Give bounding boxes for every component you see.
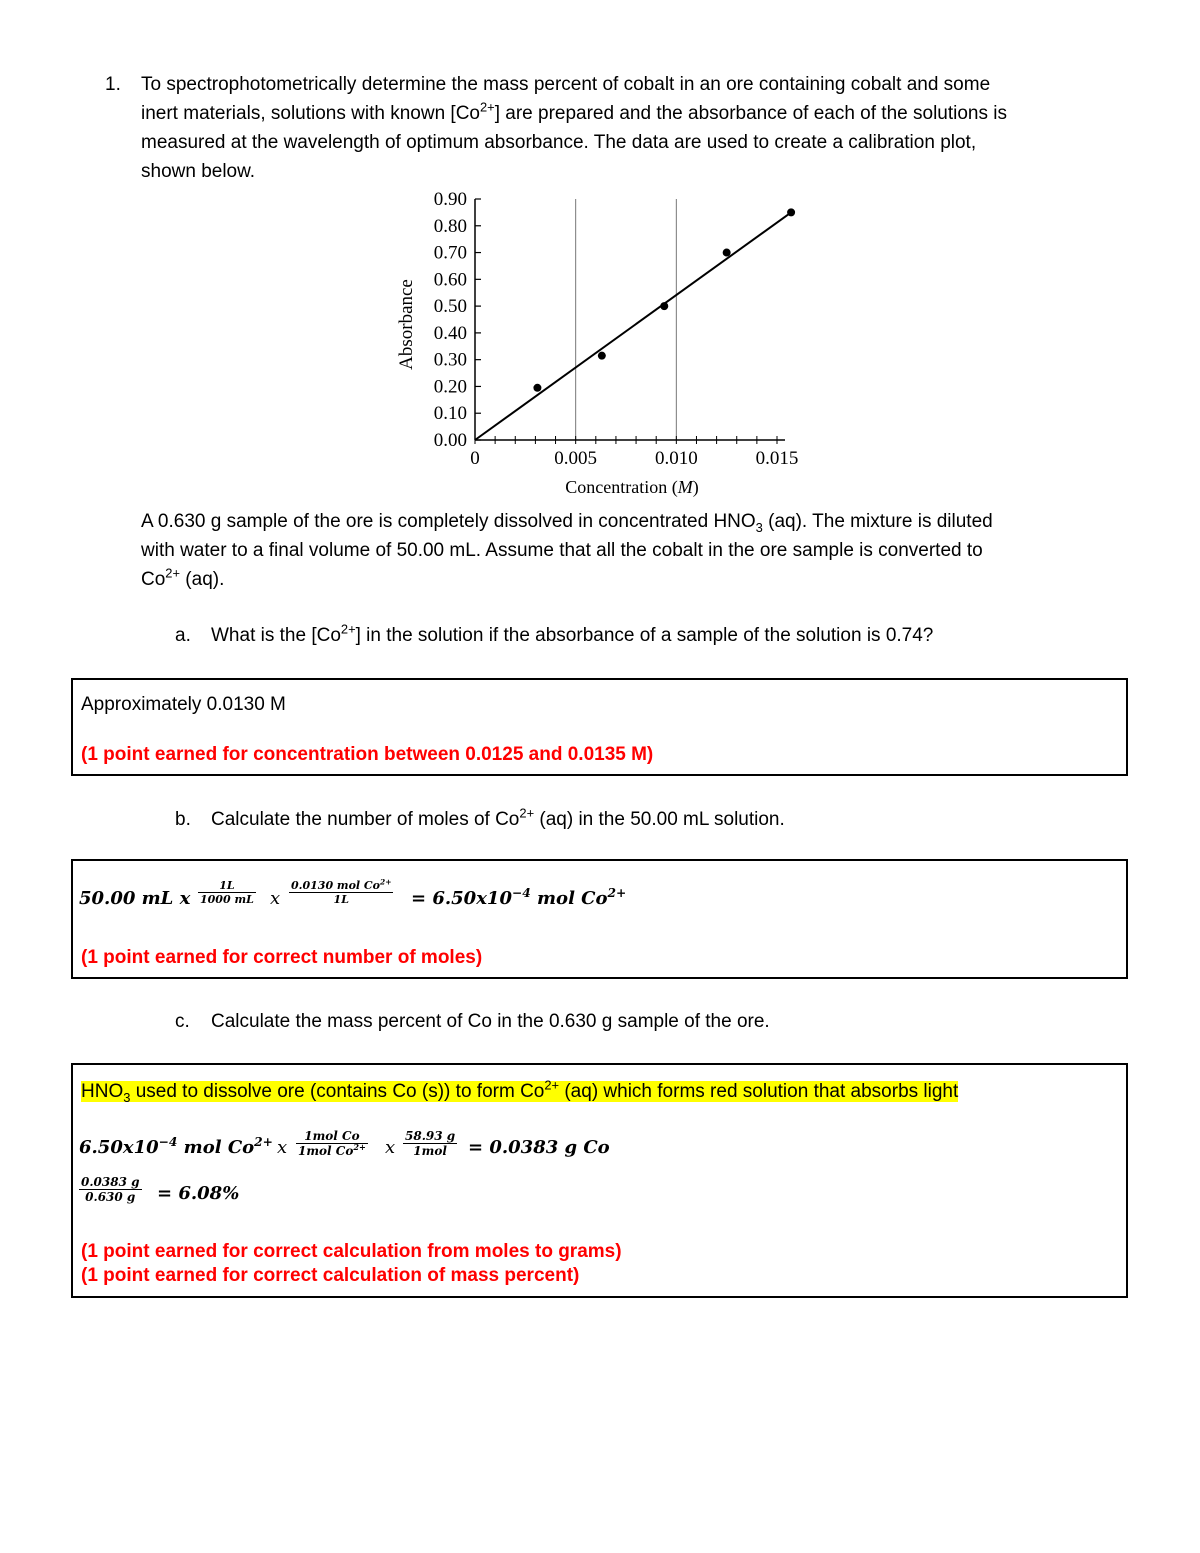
y-ticks [434,189,481,451]
y-tick-label: 0.90 [433,189,467,210]
data-point [660,302,668,310]
after-line-3: $Co^{2+}$ (aq). [141,565,225,590]
y-tick-label: 0.50 [433,296,467,318]
after-line-1: A 0.630 g sample of the ore is completely dissolved in concentrated $HNO_3$ (aq). The mixture is diluted [141,511,993,535]
intro-line-4: shown below. [141,161,256,182]
after-line-2: with water to a final volume of 50.00 mL. Assume that all the cobalt in the ore sample is converted to [141,540,983,561]
question-number: 1. [105,74,121,95]
part-b-fraction-1: $\frac{1L}{1000 mL}$ [200,879,254,906]
part-b-fraction-2: 0.0130 mol $Co^{2+}$ 1L [291,877,392,906]
part-b-result: = $6.50x10^{-4}$ mol $Co^{2+}$ [411,886,627,909]
y-tick-label: 0.30 [433,349,467,371]
data-points [533,208,795,391]
part-b-times: x [270,888,281,909]
fit-line [475,212,791,440]
part-c-times-1: x [277,1137,288,1158]
x-tick-label: 0 [470,448,480,469]
y-tick-label: 0.10 [433,403,467,425]
part-b-answer-box [71,859,1128,979]
part-c-math-start: $6.50x10^{-4}$ mol $Co^{2+}$ [79,1135,273,1158]
part-c-points-2: (1 point earned for correct calculation of mass percent) [81,1265,580,1286]
part-a-points: (1 point earned for concentration between 0.0125 and 0.0135 M) [81,744,654,765]
part-c-grams-result: = 0.0383 g Co [468,1137,610,1158]
calibration-chart [385,185,825,505]
part-b-math-start: 50.00 mL x [79,888,191,909]
question-intro [141,70,1151,186]
part-a-label: a. [175,625,191,646]
y-tick-label: 0.60 [433,269,467,291]
x-axis-label: Concentration (M) [565,477,699,497]
y-tick-label: 0.40 [433,322,467,344]
part-c-fraction-1: 1mol Co 1mol $Co^{2+}$ [298,1129,366,1158]
part-a-answer-box [71,678,1128,776]
part-c-percent-result: = 6.08% [157,1183,240,1204]
x-ticks [470,436,798,469]
data-point [787,208,795,216]
part-a-answer: Approximately 0.0130 M [81,694,286,715]
intro-line-1: To spectrophotometrically determine the mass percent of cobalt in an ore containing cobalt and some [141,74,991,95]
y-tick-label: 0.00 [433,430,467,451]
data-point [533,384,541,392]
x-tick-label: 0.015 [755,448,799,469]
part-b-points: (1 point earned for correct number of moles) [81,947,483,968]
x-tick-label: 0.005 [554,448,598,469]
part-c-fraction-3: $\frac{0.0383 g}{0.630 g}$ [81,1175,140,1204]
part-c-note: $HNO_3$ used to dissolve ore (contains Co (s)) to form $Co^{2+}$ (aq) which forms red solution that absorbs light [81,1077,959,1105]
chart-gridlines [576,199,677,440]
y-tick-label: 0.80 [433,215,467,237]
y-tick-label: 0.70 [433,242,467,264]
intro-line-2: inert materials, solutions with known $[Co^{2+}]$ are prepared and the absorbance of each of the solutions is [141,99,1007,124]
x-tick-label: 0.010 [654,448,698,469]
sample-description [141,507,1151,594]
intro-line-3: measured at the wavelength of optimum absorbance. The data are used to create a calibration plot, [141,132,977,153]
part-b-question: Calculate the number of moles of $Co^{2+}$ (aq) in the 50.00 mL solution. [211,805,785,830]
part-c-question: Calculate the mass percent of Co in the 0.630 g sample of the ore. [211,1011,770,1032]
data-point [723,249,731,257]
part-c-times-2: x [385,1137,396,1158]
part-c-points-1: (1 point earned for correct calculation from moles to grams) [81,1241,622,1262]
part-a-question: What is the $[Co^{2+}]$ in the solution if the absorbance of a sample of the solution is 0.74? [211,621,934,646]
part-c-answer-box [71,1063,1128,1298]
data-point [598,352,606,360]
part-c-label: c. [175,1011,190,1032]
y-axis-label: Absorbance [396,279,417,370]
part-c-fraction-2: 58.93 g 1mol [405,1129,456,1158]
part-b-label: b. [175,809,191,830]
y-tick-label: 0.20 [433,376,467,398]
